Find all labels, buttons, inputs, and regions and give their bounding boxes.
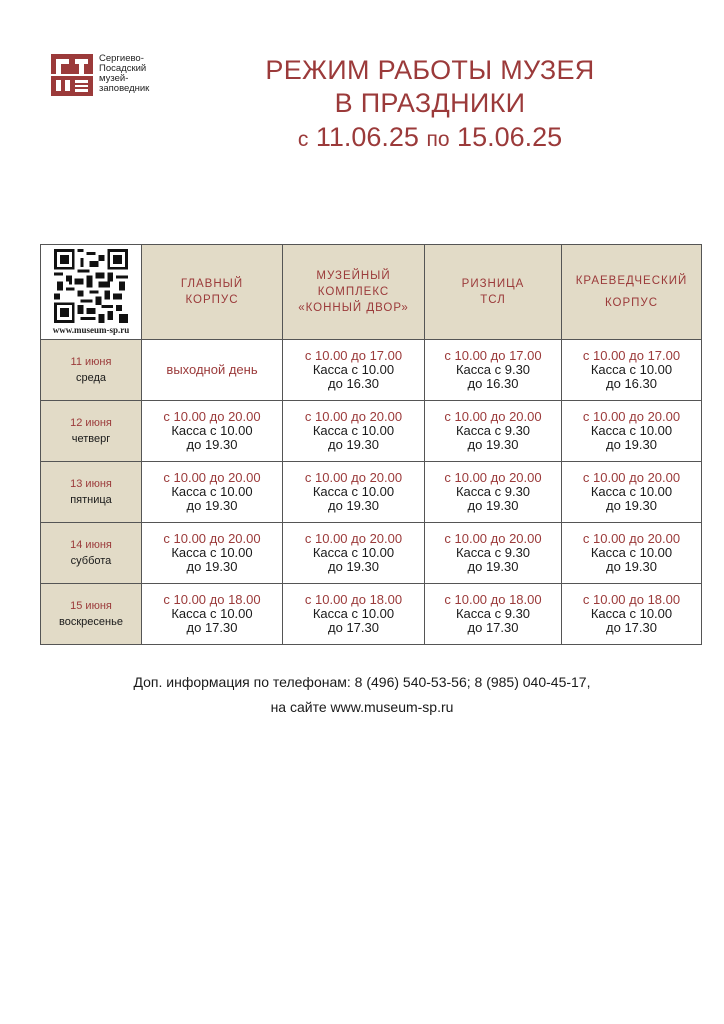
- ticket-office-hours: Касса с 9.30: [455, 362, 531, 377]
- contact-website: на сайте www.museum-sp.ru: [270, 699, 454, 715]
- ticket-office-until: до 16.30: [328, 376, 379, 391]
- row-date: 12 июня: [70, 417, 112, 429]
- row-day-cell: [41, 584, 142, 645]
- schedule-cell: [425, 584, 562, 645]
- schedule-cell: [425, 401, 562, 462]
- ticket-office-until: до 19.30: [328, 437, 379, 452]
- logo-line: заповедник: [99, 83, 150, 94]
- ticket-office-until: до 19.30: [467, 437, 519, 452]
- ticket-office-hours: Касса с 10.00: [171, 484, 253, 499]
- open-hours: с 10.00 до 18.00: [444, 592, 542, 607]
- qr-code-icon: [54, 249, 128, 323]
- museum-logo-icon: [51, 54, 93, 96]
- schedule-cell: [142, 523, 283, 584]
- ticket-office-hours: Касса с 10.00: [312, 362, 395, 377]
- schedule-cell: [283, 523, 425, 584]
- schedule-cell: [425, 523, 562, 584]
- row-weekday: воскресенье: [59, 616, 123, 628]
- column-header-main-building: [142, 245, 283, 340]
- ticket-office-hours: Касса с 9.30: [455, 545, 531, 560]
- row-day-cell: [41, 340, 142, 401]
- title-date-range: [230, 120, 630, 157]
- ticket-office-hours: Касса с 10.00: [171, 545, 253, 560]
- row-day-cell: [41, 523, 142, 584]
- ticket-office-until: до 19.30: [467, 498, 519, 513]
- open-hours: с 10.00 до 20.00: [444, 470, 542, 485]
- page-title: [230, 54, 630, 157]
- open-hours: с 10.00 до 20.00: [163, 470, 261, 485]
- ticket-office-until: до 17.30: [186, 620, 238, 635]
- open-hours: с 10.00 до 20.00: [582, 409, 681, 424]
- schedule-cell: [283, 401, 425, 462]
- ticket-office-until: до 19.30: [467, 559, 519, 574]
- title-from-date: 11.06.25: [315, 122, 419, 152]
- column-header-line: ТСЛ: [480, 294, 506, 306]
- ticket-office-until: до 19.30: [606, 437, 657, 452]
- table-row: [41, 401, 702, 462]
- logo-line: Посадский: [99, 63, 147, 74]
- row-date: 14 июня: [70, 539, 112, 551]
- table-row: [41, 584, 702, 645]
- ticket-office-until: до 19.30: [186, 498, 238, 513]
- open-hours: с 10.00 до 17.00: [582, 348, 681, 363]
- open-hours: с 10.00 до 20.00: [304, 531, 403, 546]
- column-header-local-history: [562, 245, 702, 340]
- column-header-konny-dvor: [283, 245, 425, 340]
- ticket-office-hours: Касса с 10.00: [312, 484, 395, 499]
- column-header-line: РИЗНИЦА: [461, 278, 525, 290]
- column-header-line: КОРПУС: [604, 297, 659, 309]
- open-hours: с 10.00 до 20.00: [163, 531, 261, 546]
- qr-url: www.museum-sp.ru: [52, 325, 130, 335]
- schedule-cell: [142, 584, 283, 645]
- open-hours: с 10.00 до 20.00: [163, 409, 261, 424]
- column-header-line: ГЛАВНЫЙ: [180, 278, 244, 290]
- ticket-office-hours: Касса с 10.00: [312, 423, 395, 438]
- logo-text: [99, 54, 179, 94]
- schedule-cell: [562, 523, 702, 584]
- ticket-office-hours: Касса с 10.00: [590, 423, 673, 438]
- qr-cell: [41, 245, 142, 340]
- contact-info: [0, 670, 724, 720]
- schedule-cell: [562, 340, 702, 401]
- schedule-cell: [142, 462, 283, 523]
- column-header-line: КОРПУС: [185, 294, 239, 306]
- table-row: [41, 462, 702, 523]
- open-hours: с 10.00 до 18.00: [163, 592, 261, 607]
- schedule-cell: [283, 462, 425, 523]
- row-weekday: среда: [75, 372, 107, 384]
- title-from-word: с: [297, 128, 309, 151]
- schedule-cell: [562, 584, 702, 645]
- open-hours: с 10.00 до 20.00: [444, 531, 542, 546]
- column-header-line: «КОННЫЙ ДВОР»: [298, 302, 409, 314]
- closed-label: выходной день: [166, 362, 258, 377]
- ticket-office-hours: Касса с 10.00: [171, 606, 253, 621]
- schedule-table: [40, 244, 702, 645]
- row-date: 13 июня: [70, 478, 112, 490]
- row-day-cell: [41, 462, 142, 523]
- ticket-office-until: до 19.30: [328, 559, 379, 574]
- schedule-cell: [283, 584, 425, 645]
- column-header-line: КОМПЛЕКС: [317, 286, 390, 298]
- ticket-office-until: до 17.30: [467, 620, 519, 635]
- row-date: 15 июня: [70, 600, 112, 612]
- table-row: [41, 523, 702, 584]
- ticket-office-until: до 19.30: [186, 437, 238, 452]
- open-hours: с 10.00 до 17.00: [304, 348, 403, 363]
- ticket-office-until: до 19.30: [606, 559, 657, 574]
- open-hours: с 10.00 до 20.00: [304, 409, 403, 424]
- column-header-line: КРАЕВЕДЧЕСКИЙ: [575, 275, 688, 287]
- row-weekday: суббота: [70, 555, 112, 567]
- open-hours: с 10.00 до 18.00: [304, 592, 403, 607]
- ticket-office-hours: Касса с 9.30: [455, 484, 531, 499]
- ticket-office-until: до 16.30: [606, 376, 657, 391]
- ticket-office-until: до 17.30: [328, 620, 379, 635]
- ticket-office-hours: Касса с 10.00: [312, 606, 395, 621]
- ticket-office-hours: Касса с 10.00: [171, 423, 253, 438]
- open-hours: с 10.00 до 20.00: [444, 409, 542, 424]
- row-weekday: четверг: [71, 433, 111, 445]
- open-hours: с 10.00 до 20.00: [582, 531, 681, 546]
- ticket-office-until: до 16.30: [467, 376, 519, 391]
- row-day-cell: [41, 401, 142, 462]
- title-line-1: РЕЖИМ РАБОТЫ МУЗЕЯ: [265, 55, 595, 85]
- ticket-office-hours: Касса с 10.00: [312, 545, 395, 560]
- title-to-date: 15.06.25: [457, 122, 563, 152]
- ticket-office-until: до 17.30: [606, 620, 657, 635]
- schedule-cell: [283, 340, 425, 401]
- logo-line: Сергиево-: [99, 53, 144, 64]
- ticket-office-hours: Касса с 9.30: [455, 606, 531, 621]
- table-header-row: [41, 245, 702, 340]
- title-line-2: В ПРАЗДНИКИ: [334, 88, 526, 118]
- title-to-word: по: [426, 128, 450, 151]
- ticket-office-hours: Касса с 10.00: [590, 484, 673, 499]
- ticket-office-until: до 19.30: [606, 498, 657, 513]
- open-hours: с 10.00 до 20.00: [304, 470, 403, 485]
- open-hours: с 10.00 до 18.00: [582, 592, 681, 607]
- schedule-cell: [142, 401, 283, 462]
- column-header-riznitsa: [425, 245, 562, 340]
- table-row: [41, 340, 702, 401]
- contact-phones: Доп. информация по телефонам: 8 (496) 540-53-56; 8 (985) 040-45-17,: [133, 674, 591, 690]
- open-hours: с 10.00 до 17.00: [444, 348, 542, 363]
- ticket-office-hours: Касса с 10.00: [590, 545, 673, 560]
- schedule-cell: [562, 462, 702, 523]
- ticket-office-until: до 19.30: [186, 559, 238, 574]
- open-hours: с 10.00 до 20.00: [582, 470, 681, 485]
- schedule-cell: [562, 401, 702, 462]
- column-header-line: МУЗЕЙНЫЙ: [316, 270, 391, 282]
- museum-logo: [51, 54, 179, 96]
- schedule-cell: [425, 340, 562, 401]
- row-date: 11 июня: [70, 356, 112, 368]
- row-weekday: пятница: [70, 494, 112, 506]
- ticket-office-hours: Касса с 10.00: [590, 606, 673, 621]
- logo-line: музей-: [99, 73, 129, 84]
- ticket-office-hours: Касса с 10.00: [590, 362, 673, 377]
- ticket-office-hours: Касса с 9.30: [455, 423, 531, 438]
- schedule-cell: [142, 340, 283, 401]
- schedule-cell: [425, 462, 562, 523]
- ticket-office-until: до 19.30: [328, 498, 379, 513]
